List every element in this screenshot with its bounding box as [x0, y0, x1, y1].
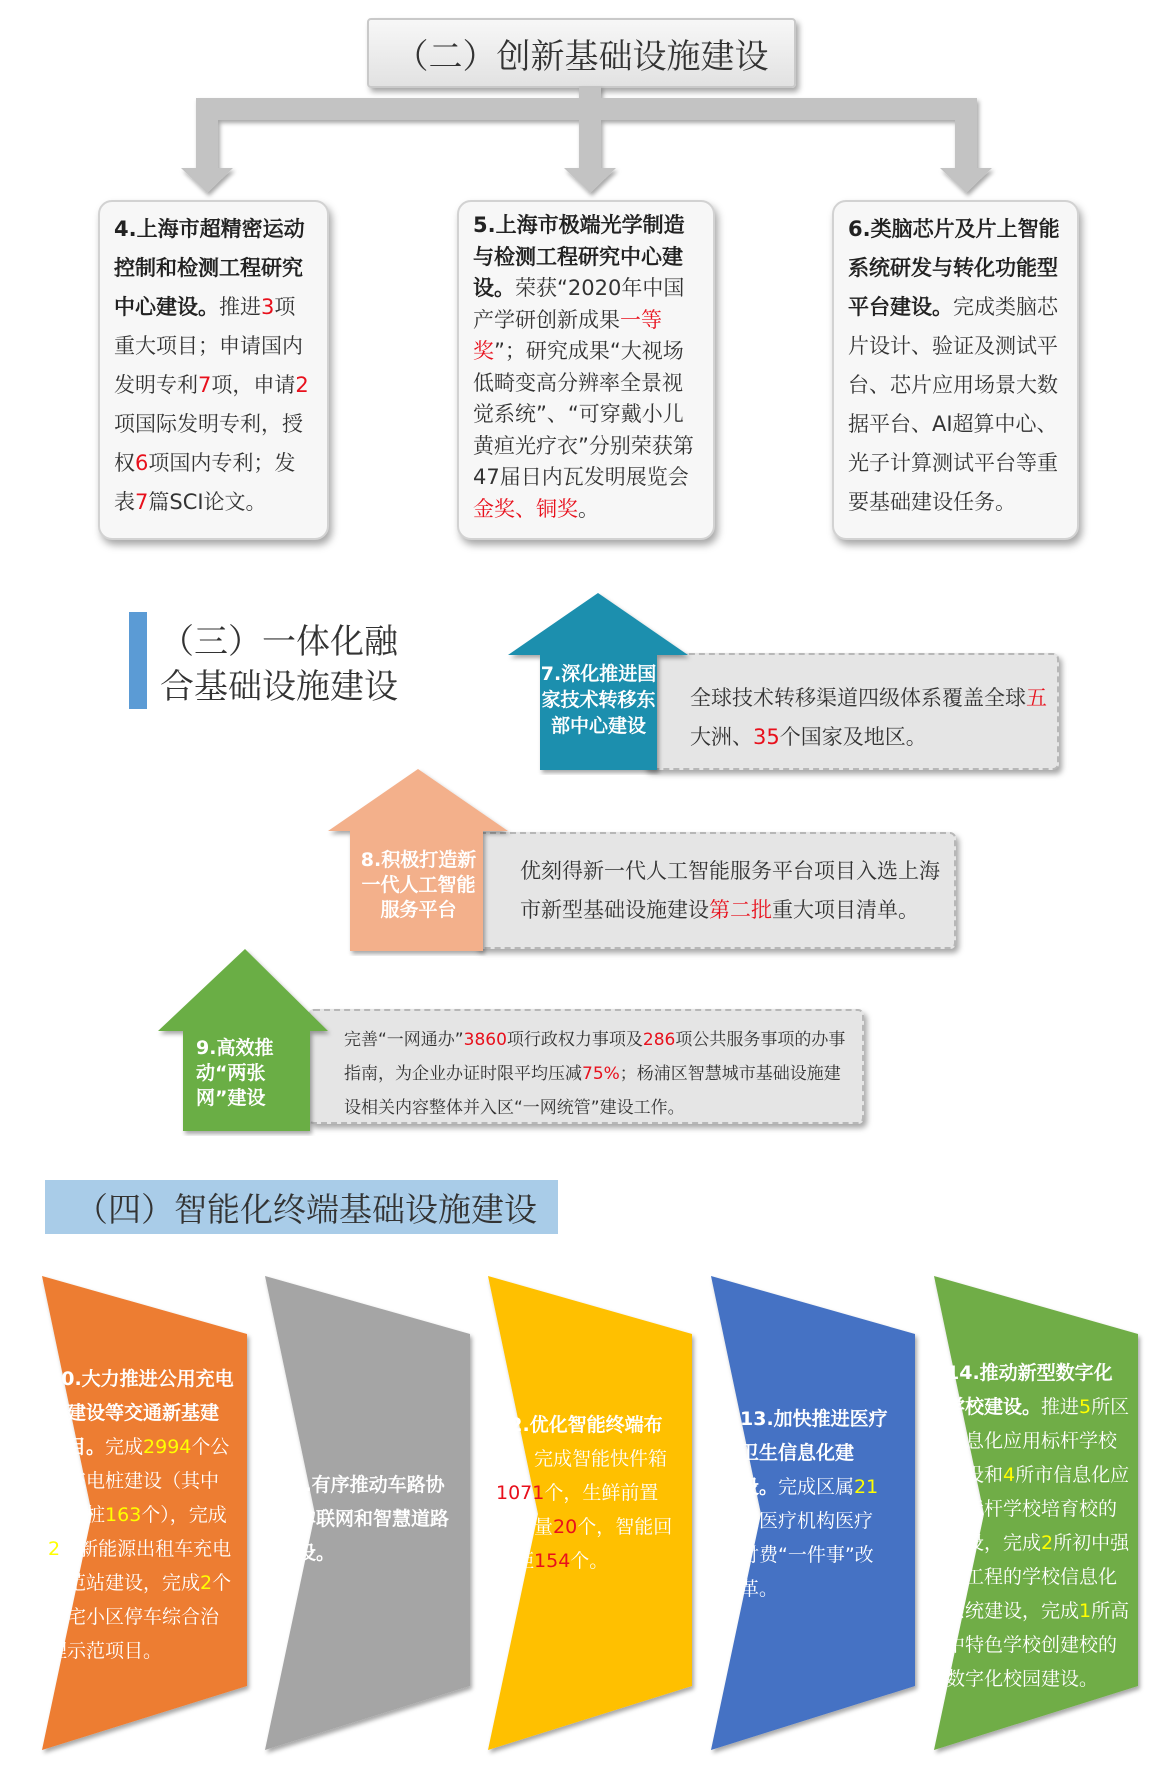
- card-6: 6.类脑芯片及片上智能系统研发与转化功能型平台建设。完成类脑芯片设计、验证及测试平台、芯片应用场景大数据平台、AI超算中心、光子计算测试平台等重要基础建设任务。: [832, 200, 1079, 540]
- card-5: 5.上海市极端光学制造与检测工程研究中心建设。荣获“2020年中国产学研创新成果一等奖”；研究成果“大视场低畸变高分辨率全景视觉系统”、“可穿戴小儿黄疸光疗衣”分别荣获第47届日内瓦发明展览会金奖、铜奖。: [457, 200, 715, 540]
- item9-arrow-label: 9.高效推动“两张网”建设: [196, 1037, 274, 1109]
- item8-text-box: 优刻得新一代人工智能服务平台项目入选上海市新型基础设施建设第二批重大项目清单。: [474, 832, 956, 949]
- chevron-10-text: 10.大力推进公用充电桩建设等交通新基建项目。完成2994个公共充电桩建设（其中快充桩163个），完成2处新能源出租车充电示范站建设，完成2个住宅小区停车综合治理示范项目。: [48, 1368, 234, 1662]
- card-4: 4.上海市超精密运动控制和检测工程研究中心建设。推进3项重大项目；申请国内发明专利7项，申请2项国际发明专利，授权6项国内专利；发表7篇SCI论文。: [98, 200, 329, 540]
- chevron-13-text: 13.加快推进医疗卫生信息化建设。完成区属21家医疗机构医疗付费“一件事”改革。: [740, 1408, 888, 1600]
- item9-text-box: 完善“一网通办”3860项行政权力事项及286项公共服务事项的办事指南，为企业办证时限平均压减75%；杨浦区智慧城市基础设施建设相关内容整体并入区“一网统管”建设工作。: [308, 1009, 864, 1124]
- section3-accent-bar: [129, 612, 147, 709]
- section4-title: （四）智能化终端基础设施建设: [45, 1180, 558, 1234]
- chevron-12-text: 12.优化智能终端布局。完成智能快件箱1071个，生鲜前置仓数量20个，智能回收柜154个。: [496, 1414, 673, 1572]
- item8-arrow-label: 8.积极打造新一代人工智能服务平台: [360, 849, 477, 921]
- chevron-14-text: 14.推动新型数字化学校建设。推进5所区信息化应用标杆学校建设和4所市信息化应用标杆学校培育校的建设，完成2所初中强校工程的学校信息化系统建设，完成1所高中特色学校创建校的数字化校园建设。: [946, 1362, 1130, 1690]
- branch-connector-arrows: [0, 0, 1170, 210]
- chevron-11-text: 11.有序推动车路协同车联网和智慧道路建设。: [278, 1474, 450, 1564]
- item7-arrow-label: 7.深化推进国家技术转移东部中心建设: [540, 663, 657, 737]
- section2-title: （二）创新基础设施建设: [367, 18, 796, 88]
- section3-title: （三）一体化融 合基础设施建设: [160, 622, 398, 707]
- item7-text-box: 全球技术转移渠道四级体系覆盖全球五大洲、35个国家及地区。: [643, 653, 1059, 770]
